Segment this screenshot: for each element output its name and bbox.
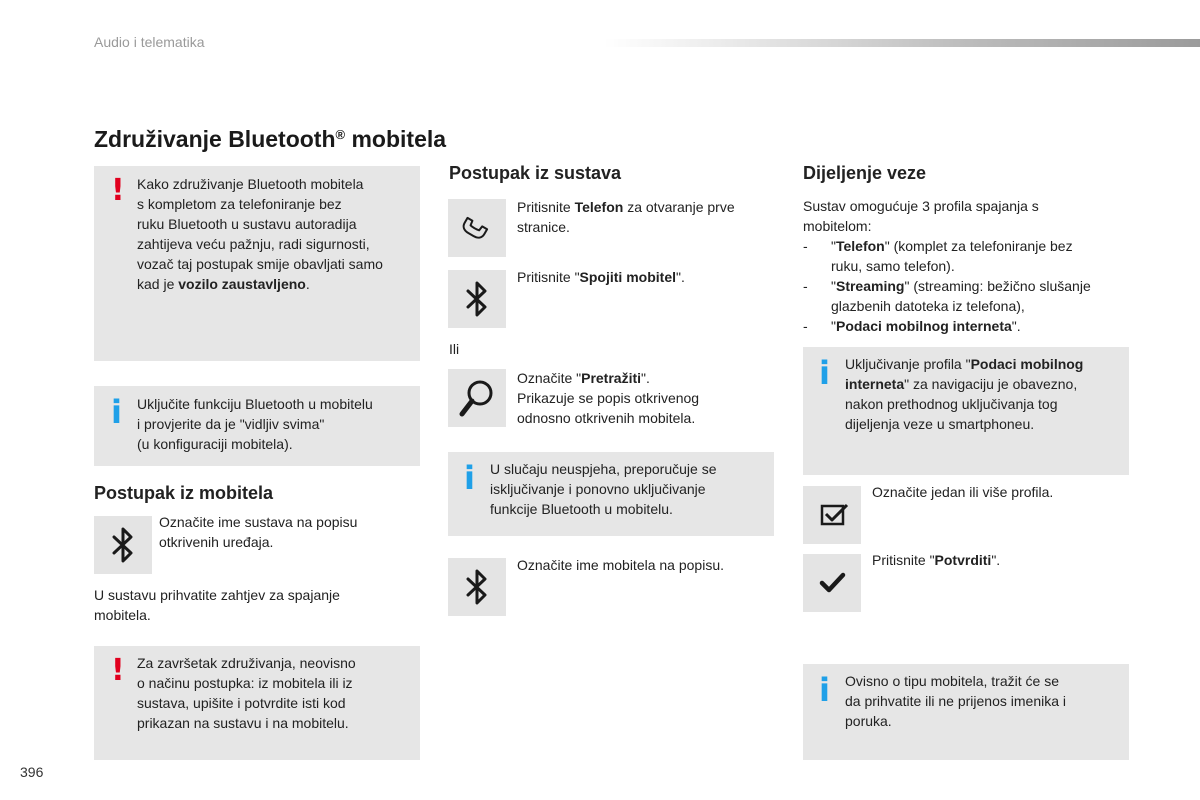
phone-handset-icon [448, 199, 506, 257]
magnifier-icon [448, 369, 506, 427]
step-select-system: Označite ime sustava na popisu otkrivenih uređaja. [159, 514, 358, 550]
section-header: Audio i telematika [94, 34, 205, 50]
profiles-intro: Sustav omogućuje 3 profila spajanja s mobitelom: - "Telefon" (komplet za telefoniranje bez ruku, samo telefon). - "Streaming" (streaming: bežično slušanje glazbenih datoteka iz telefona), - "Podaci mobilnog interneta". [803, 196, 1129, 336]
profile-checkbox-button[interactable] [803, 486, 861, 544]
checkmark-icon [803, 554, 861, 612]
bluetooth-icon [94, 516, 152, 574]
header-gradient-bar [604, 39, 1200, 47]
info-text: Uključite funkciju Bluetooth u mobitelu i provjerite da je "vidljiv svima" (u konfiguraciji mobitela). [137, 396, 373, 452]
paragraph-accept-request: U sustavu prihvatite zahtjev za spajanje mobitela. [94, 587, 340, 623]
page-title: Združivanje Bluetooth® mobitela [94, 126, 447, 152]
or-label: Ili [449, 341, 460, 357]
checked-box-icon [803, 486, 861, 544]
info-text: Ovisno o tipu mobitela, tražit će se da prihvatite ili ne prijenos imenika i poruka. [845, 673, 1066, 729]
info-icon: i [819, 354, 830, 392]
info-icon: i [111, 393, 122, 431]
info-icon: i [464, 459, 475, 497]
bluetooth-icon [448, 558, 506, 616]
info-box-phonebook [803, 664, 1129, 760]
heading-phone-procedure: Postupak iz mobitela [94, 483, 274, 503]
info-box-visibility [94, 386, 420, 466]
search-button[interactable] [448, 369, 506, 427]
step-select-profiles: Označite jedan ili više profila. [872, 484, 1054, 500]
bluetooth-select-button[interactable] [448, 558, 506, 616]
info-box-failure [448, 452, 774, 536]
heading-connection-sharing: Dijeljenje veze [803, 163, 927, 183]
info-box-mobile-data [803, 347, 1129, 475]
warning-text: Kako združivanje Bluetooth mobitela s kompletom za telefoniranje bez ruku Bluetooth u sustavu autoradija zahtijeva veću pažnju, radi sigurnosti, vozač taj postupak smije obavljati samo kad je vozilo zaustavljeno. [137, 176, 383, 292]
list-item: - "Telefon" (komplet za telefoniranje bez ruku, samo telefon). [803, 238, 1073, 274]
bluetooth-button[interactable] [94, 516, 152, 574]
info-text: Uključivanje profila "Podaci mobilnog interneta" za navigaciju je obavezno, nakon prethodnog uključivanja tog dijeljenja veze u smartphoneu. [845, 356, 1084, 432]
page-number: 396 [20, 764, 44, 780]
step-select-phone: Označite ime mobitela na popisu. [517, 557, 724, 573]
info-text: U slučaju neuspjeha, preporučuje se isključivanje i ponovno uključivanje funkcije Bluetooth u mobitelu. [490, 461, 717, 517]
bluetooth-connect-button[interactable] [448, 270, 506, 328]
warning-icon: ! [111, 173, 125, 208]
heading-system-procedure: Postupak iz sustava [449, 163, 622, 183]
bluetooth-icon [448, 270, 506, 328]
step-press-connect: Pritisnite "Spojiti mobitel". [517, 269, 685, 285]
warning-icon: ! [111, 653, 125, 688]
phone-button[interactable] [448, 199, 506, 257]
list-item: - "Podaci mobilnog interneta". [803, 318, 1021, 334]
warning-box-code [94, 646, 420, 760]
step-press-confirm: Pritisnite "Potvrditi". [872, 552, 1001, 568]
warning-box-safety [94, 166, 420, 361]
confirm-button[interactable] [803, 554, 861, 612]
info-icon: i [819, 671, 830, 709]
step-press-phone: Pritisnite Telefon za otvaranje prve stranice. [517, 199, 735, 235]
warning-text: Za završetak združivanja, neovisno o načinu postupka: iz mobitela ili iz sustava, upišite i potvrdite isti kod prikazan na sustavu i na mobitelu. [137, 655, 356, 731]
step-select-search: Označite "Pretražiti". Prikazuje se popis otkrivenog odnosno otkrivenih mobitela. [517, 370, 700, 426]
list-item: - "Streaming" (streaming: bežično slušanje glazbenih datoteka iz telefona), [803, 278, 1091, 314]
